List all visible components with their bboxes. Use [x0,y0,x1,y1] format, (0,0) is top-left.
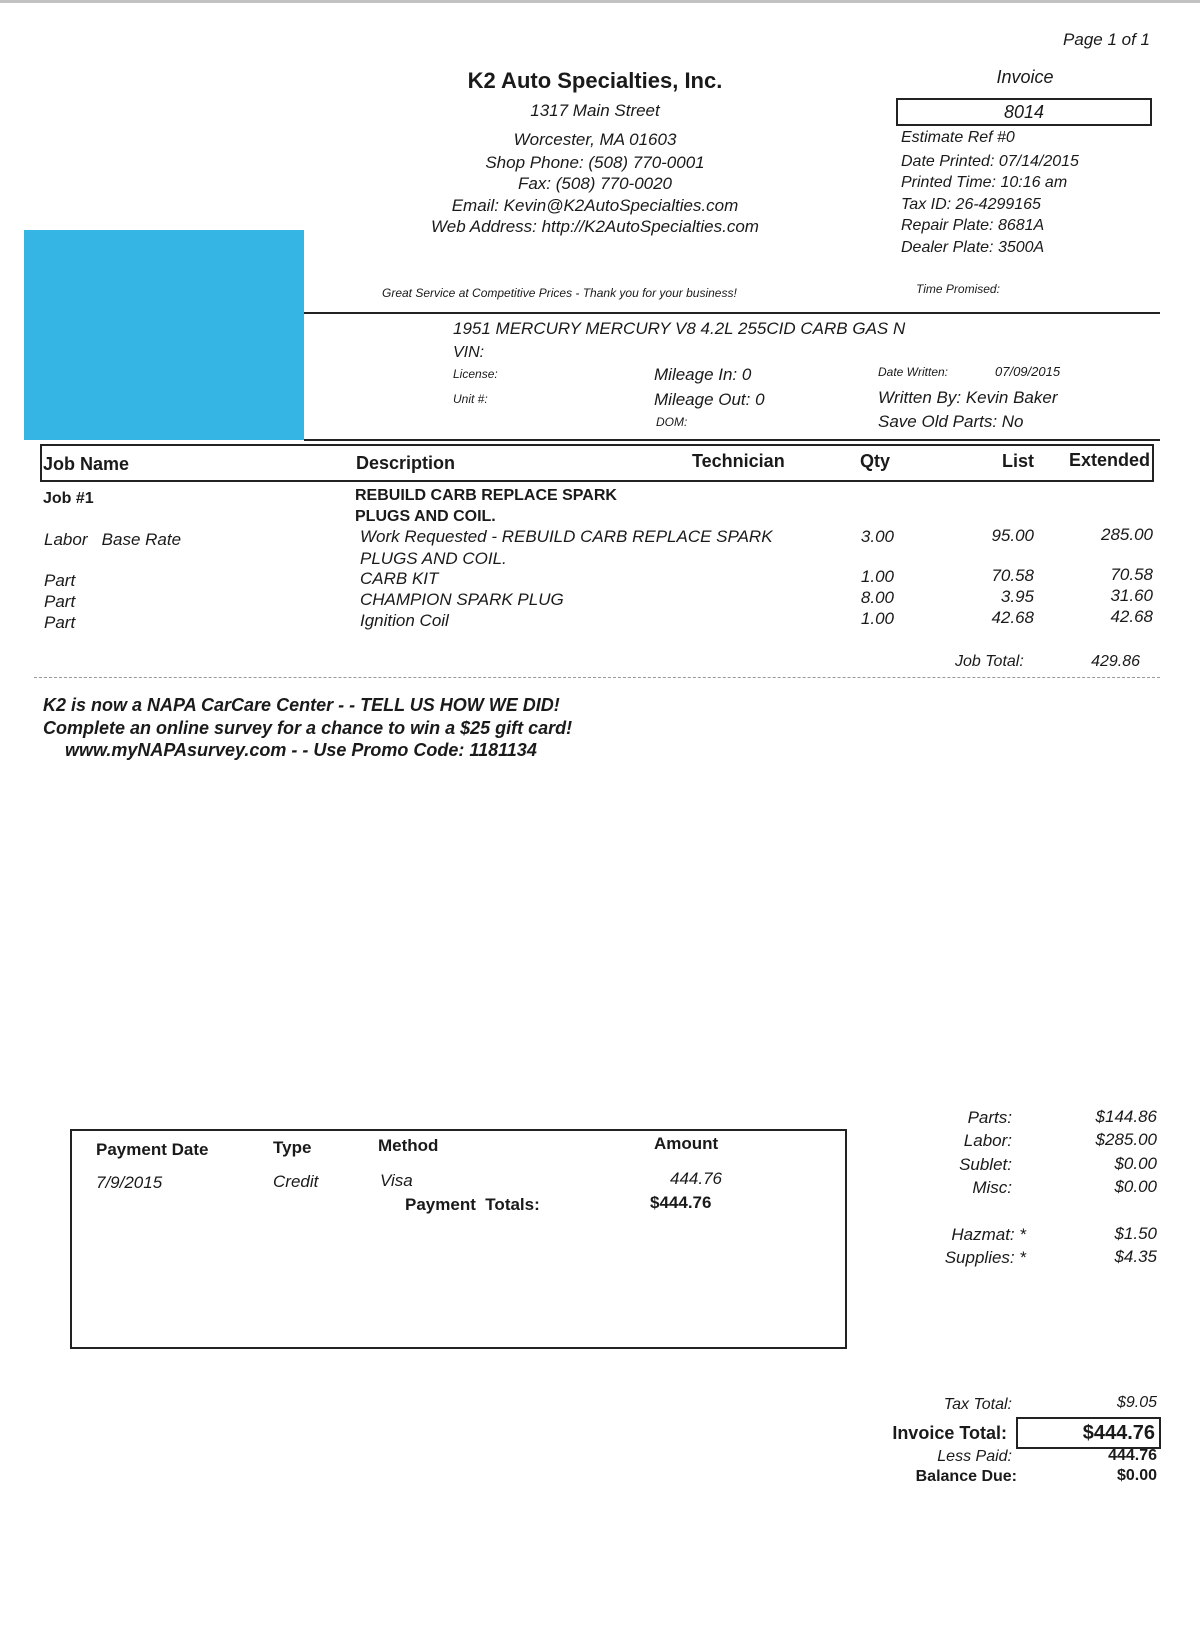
job-separator [34,677,1160,678]
summary-hazmat-value: $1.50 [1114,1224,1157,1243]
summary-tax-label: Tax Total: [943,1396,1012,1413]
line-item-list: 95.00 [991,526,1034,545]
date-written-label: Date Written: [878,365,949,379]
redaction-block [24,230,304,440]
job-total-value: 429.86 [1091,653,1140,670]
vehicle-description: 1951 MERCURY MERCURY V8 4.2L 255CID CARB GAS N [453,319,906,338]
header-description: Description [356,453,456,473]
line-item-qty: 3.00 [860,527,894,546]
summary-tax-value: $9.05 [1116,1394,1157,1411]
page-indicator: Page 1 of 1 [1063,30,1150,49]
line-item-name: Part [44,613,76,632]
line-item-list: 70.58 [991,566,1034,585]
job-title: Job #1 [43,490,94,507]
company-phone: Shop Phone: (508) 770-0001 [485,153,705,172]
line-item-name: Part [44,571,76,590]
time-promised-label: Time Promised: [916,282,1000,296]
header-job-name: Job Name [43,454,130,474]
printed-time: Printed Time: 10:16 am [901,174,1068,191]
company-city: Worcester, MA 01603 [513,130,677,149]
estimate-ref: Estimate Ref #0 [901,129,1015,146]
invoice-number: 8014 [1003,102,1045,122]
vin-label: VIN: [453,344,485,361]
summary-less-paid-value: 444.76 [1108,1447,1157,1464]
header-technician: Technician [692,451,785,471]
job-description-line2: PLUGS AND COIL. [355,508,496,525]
summary-labor-label: Labor: [963,1131,1012,1150]
mileage-in: Mileage In: 0 [654,365,752,384]
invoice-total-value: $444.76 [1082,1422,1155,1444]
tax-id: Tax ID: 26-4299165 [901,196,1041,213]
payment-method: Visa [380,1171,413,1190]
written-by: Written By: Kevin Baker [878,388,1058,407]
line-item-description: Work Requested - REBUILD CARB REPLACE SPARK [360,527,773,546]
line-item-extended: 285.00 [1101,525,1153,544]
payment-header-method: Method [378,1136,439,1155]
dom-label: DOM: [656,415,688,429]
repair-plate: Repair Plate: 8681A [901,217,1045,234]
summary-hazmat-label: Hazmat: * [951,1225,1026,1244]
invoice-number-box [896,98,1152,126]
license-label: License: [453,367,498,381]
payment-box [70,1129,847,1349]
date-printed: Date Printed: 07/14/2015 [901,153,1079,170]
promo-line1: K2 is now a NAPA CarCare Center - - TELL US HOW WE DID! [43,695,560,715]
company-street: 1317 Main Street [530,101,660,120]
header-list: List [1001,451,1034,471]
vehicle-bottom-rule [304,439,1160,441]
payment-type: Credit [273,1172,319,1191]
header-qty: Qty [860,451,891,471]
summary-misc-label: Misc: [972,1178,1012,1197]
unit-label: Unit #: [453,392,488,406]
invoice-total-label: Invoice Total: [892,1423,1007,1443]
mileage-out: Mileage Out: 0 [654,390,765,409]
dealer-plate: Dealer Plate: 3500A [901,239,1045,256]
line-item-qty: 1.00 [860,567,894,586]
payment-totals-value: $444.76 [650,1193,712,1212]
company-web: Web Address: http://K2AutoSpecialties.com [431,217,759,236]
payment-header-type: Type [273,1138,312,1157]
save-old-parts: Save Old Parts: No [878,412,1024,431]
line-item-name: Part [44,592,76,611]
line-item-description: CARB KIT [360,569,439,588]
line-item-extended: 42.68 [1110,607,1153,626]
payment-date: 7/9/2015 [96,1173,163,1192]
payment-amount: 444.76 [670,1169,722,1188]
date-written-value: 07/09/2015 [995,364,1061,379]
invoice-label: Invoice [996,67,1054,87]
promo-line3: www.myNAPAsurvey.com - - Use Promo Code: 1181134 [65,740,537,760]
payment-header-date: Payment Date [96,1140,209,1159]
company-tagline: Great Service at Competitive Prices - Thank you for your business! [382,286,737,300]
company-name: K2 Auto Specialties, Inc. [467,68,723,93]
line-item-name: Labor Base Rate [44,530,182,549]
promo-line2: Complete an online survey for a chance to win a $25 gift card! [43,718,573,738]
summary-sublet-value: $0.00 [1114,1154,1157,1173]
company-fax: Fax: (508) 770-0020 [517,174,673,193]
summary-supplies-value: $4.35 [1114,1247,1157,1266]
payment-header-amount: Amount [654,1134,719,1153]
line-item-description: CHAMPION SPARK PLUG [360,590,564,609]
line-item-qty: 8.00 [860,588,894,607]
header-extended: Extended [1068,450,1150,470]
line-item-extended: 31.60 [1110,586,1153,605]
vehicle-top-rule [304,312,1160,314]
line-item-extended: 70.58 [1110,565,1153,584]
payment-totals-label: Payment Totals: [405,1195,540,1214]
line-item-qty: 1.00 [860,609,894,628]
line-item-list: 3.95 [1000,587,1034,606]
summary-sublet-label: Sublet: [959,1155,1012,1174]
summary-balance-label: Balance Due: [915,1468,1017,1485]
summary-parts-value: $144.86 [1095,1107,1157,1126]
job-description-line1: REBUILD CARB REPLACE SPARK [355,487,617,504]
summary-less-paid-label: Less Paid: [937,1448,1012,1465]
scan-edge [0,0,1200,3]
summary-balance-value: $0.00 [1116,1467,1157,1484]
invoice-total-box [1016,1417,1161,1449]
line-item-list: 42.68 [991,608,1034,627]
company-email: Email: Kevin@K2AutoSpecialties.com [451,196,739,215]
summary-misc-value: $0.00 [1114,1177,1157,1196]
summary-supplies-label: Supplies: * [944,1248,1026,1267]
line-item-description-cont: PLUGS AND COIL. [360,549,507,568]
summary-parts-label: Parts: [967,1108,1012,1127]
line-item-description: Ignition Coil [360,611,449,630]
summary-labor-value: $285.00 [1095,1130,1157,1149]
job-total-label: Job Total: [955,653,1024,670]
